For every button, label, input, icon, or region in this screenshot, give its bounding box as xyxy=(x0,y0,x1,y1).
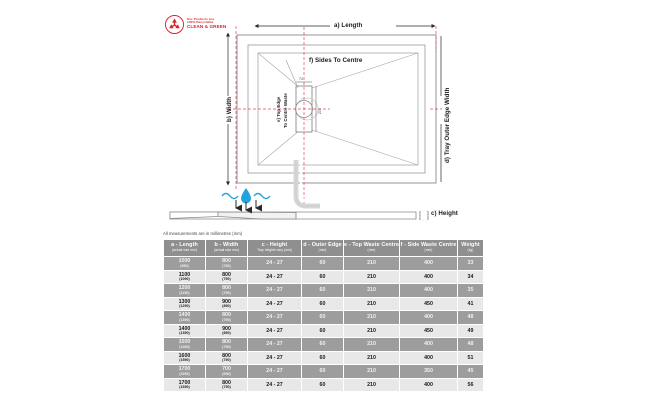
cell-top-waste-centre: 210 xyxy=(344,270,400,284)
logo-line-3: CLEAN & GREEN xyxy=(187,24,227,30)
column-header-weight: Weight (kg) xyxy=(458,240,484,257)
cell-height: 24 - 27 xyxy=(248,378,302,392)
cell-weight: 33 xyxy=(458,257,484,271)
cell-side-waste-centre: 400 xyxy=(400,338,458,352)
cell-height: 24 - 27 xyxy=(248,338,302,352)
label-d-tray-outer-edge-width: d) Tray Outer Edge Width xyxy=(444,87,451,163)
cell-weight: 51 xyxy=(458,351,484,365)
cell-top-waste-centre: 210 xyxy=(344,311,400,325)
cell-weight: 48 xyxy=(458,338,484,352)
cell-height: 24 - 27 xyxy=(248,284,302,298)
cell-side-waste-centre: 400 xyxy=(400,378,458,392)
cell-length: 1100 (1090) xyxy=(164,270,206,284)
cell-weight: 35 xyxy=(458,284,484,298)
cell-side-waste-centre: 450 xyxy=(400,324,458,338)
table-row xyxy=(164,297,484,311)
cell-outer-edge: 60 xyxy=(302,378,344,392)
cell-width: 900 (890) xyxy=(206,297,248,311)
cell-length: 1400 (1390) xyxy=(164,324,206,338)
cell-weight: 56 xyxy=(458,378,484,392)
cell-width: 700 (690) xyxy=(206,365,248,379)
cell-height: 24 - 27 xyxy=(248,270,302,284)
cell-width: 800 (790) xyxy=(206,284,248,298)
cell-weight: 34 xyxy=(458,270,484,284)
table-row xyxy=(164,311,484,325)
cell-length: 1500 (1490) xyxy=(164,338,206,352)
cell-height: 24 - 27 xyxy=(248,365,302,379)
cell-side-waste-centre: 400 xyxy=(400,351,458,365)
label-waste-width: 74 xyxy=(299,77,303,81)
label-f-sides-to-centre: f) Sides To Centre xyxy=(309,57,363,64)
cell-outer-edge: 60 xyxy=(302,365,344,379)
cell-outer-edge: 60 xyxy=(302,351,344,365)
cell-height: 24 - 27 xyxy=(248,311,302,325)
cell-weight: 45 xyxy=(458,365,484,379)
cell-top-waste-centre: 210 xyxy=(344,257,400,271)
cell-width: 800 (790) xyxy=(206,351,248,365)
cell-side-waste-centre: 400 xyxy=(400,270,458,284)
table-row xyxy=(164,270,484,284)
cell-weight: 48 xyxy=(458,311,484,325)
cell-length: 1600 (1590) xyxy=(164,351,206,365)
label-waste-height: 200 xyxy=(318,108,322,114)
cell-width: 800 (790) xyxy=(206,378,248,392)
label-c-height: c) Height xyxy=(431,210,458,217)
cell-outer-edge: 60 xyxy=(302,311,344,325)
label-e-top-edge-to-centre-waste: e) Top Edge xyxy=(276,96,281,122)
cell-top-waste-centre: 210 xyxy=(344,297,400,311)
logo-line-1: Our Products Are xyxy=(187,17,215,22)
cell-top-waste-centre: 210 xyxy=(344,378,400,392)
table-body xyxy=(164,257,484,392)
cell-height: 24 - 27 xyxy=(248,324,302,338)
cell-side-waste-centre: 450 xyxy=(400,297,458,311)
table-row xyxy=(164,284,484,298)
cell-top-waste-centre: 210 xyxy=(344,324,400,338)
column-header-side-waste-centre: f - Side Waste Centre (mm) xyxy=(400,240,458,257)
cell-top-waste-centre: 210 xyxy=(344,284,400,298)
cell-weight: 49 xyxy=(458,324,484,338)
cell-length: 1200 (1190) xyxy=(164,284,206,298)
table-row xyxy=(164,338,484,352)
cell-side-waste-centre: 400 xyxy=(400,311,458,325)
cell-width: 800 (790) xyxy=(206,257,248,271)
cell-outer-edge: 60 xyxy=(302,270,344,284)
label-e-top-edge-to-centre-waste-line2: To Centre Waste xyxy=(283,93,288,128)
column-header-height: c - Height Tray heights vary (mm) xyxy=(248,240,302,257)
cell-length: 1300 (1290) xyxy=(164,297,206,311)
label-b-width: b) Width xyxy=(226,96,233,122)
table-row xyxy=(164,351,484,365)
table-row xyxy=(164,365,484,379)
logo-line-2: 100% Recyclable xyxy=(187,20,214,25)
table-row xyxy=(164,378,484,392)
water-droplet-icon xyxy=(222,188,270,204)
cell-outer-edge: 60 xyxy=(302,324,344,338)
cell-side-waste-centre: 400 xyxy=(400,284,458,298)
cell-length: 1400 (1390) xyxy=(164,311,206,325)
column-header-length: a - Length (actual size mm) xyxy=(164,240,206,257)
column-header-width: b - Width (actual size mm) xyxy=(206,240,248,257)
table-header-row xyxy=(164,240,484,257)
tray-size-spec-table xyxy=(163,239,484,392)
cell-outer-edge: 60 xyxy=(302,338,344,352)
cell-outer-edge: 60 xyxy=(302,297,344,311)
cell-height: 24 - 27 xyxy=(248,351,302,365)
table-row xyxy=(164,257,484,271)
cell-side-waste-centre: 400 xyxy=(400,257,458,271)
column-header-outer-edge: d - Outer Edge (mm) xyxy=(302,240,344,257)
cell-width: 900 (890) xyxy=(206,324,248,338)
column-header-top-waste-centre: e - Top Waste Centre (mm) xyxy=(344,240,400,257)
cell-top-waste-centre: 210 xyxy=(344,351,400,365)
cell-outer-edge: 60 xyxy=(302,257,344,271)
cell-length: 1700 (1690) xyxy=(164,365,206,379)
cell-height: 24 - 27 xyxy=(248,257,302,271)
cell-width: 800 (790) xyxy=(206,338,248,352)
cell-width: 800 (790) xyxy=(206,270,248,284)
label-a-length: a) Length xyxy=(334,22,363,29)
cell-width: 800 (790) xyxy=(206,311,248,325)
cell-weight: 41 xyxy=(458,297,484,311)
cell-height: 24 - 27 xyxy=(248,297,302,311)
cell-outer-edge: 60 xyxy=(302,284,344,298)
measurements-note: All measurements are in millimetres (mm) xyxy=(163,231,243,236)
cell-length: 1000 (990) xyxy=(164,257,206,271)
cell-side-waste-centre: 350 xyxy=(400,365,458,379)
table-row xyxy=(164,324,484,338)
cell-length: 1700 (1690) xyxy=(164,378,206,392)
cell-top-waste-centre: 210 xyxy=(344,338,400,352)
cell-top-waste-centre: 210 xyxy=(344,365,400,379)
